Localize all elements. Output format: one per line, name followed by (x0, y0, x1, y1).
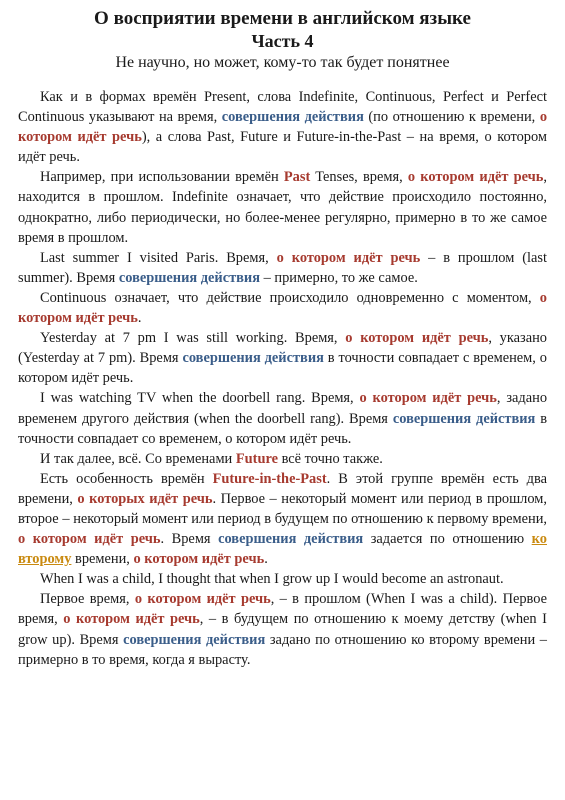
text-run: Как и в формах времён Present, слова Indefinite, Continuous, Perfect и Perfect Continuous указывают на время, (18, 89, 547, 126)
text-run: Yesterday at 7 pm I was still working. Время, (40, 330, 346, 347)
paragraph (18, 449, 547, 469)
document-body (18, 87, 547, 670)
text-run: When I was a child, I thought that when I grow up I would become an astronaut. (40, 571, 504, 588)
text-run: Last summer I visited Paris. Время, (40, 249, 277, 266)
paragraph (18, 469, 547, 569)
text-run: , – в прошлом (When I was a child). Первое время, (18, 591, 548, 628)
text-run: И так далее, всё. Со временами (40, 450, 236, 467)
text-run: задано по отношению ко второму времени – примерно в то время, когда я вырасту. (18, 631, 547, 668)
text-run: I was watching TV when the doorbell rang. Время, (40, 390, 360, 407)
text-run: Continuous означает, что действие происходило одновременно с моментом, (40, 289, 540, 306)
text-run: , указано (Yesterday at 7 pm). Время (18, 330, 547, 367)
highlighted-term: ко второму (18, 531, 547, 568)
paragraph (18, 288, 547, 328)
highlighted-term: о котором идёт речь (18, 531, 161, 548)
document-tagline: Не научно, но может, кому-то так будет понятнее (115, 54, 450, 71)
text-run: в точности совпадает с временем, о котором идёт речь. (18, 350, 547, 387)
paragraph (18, 167, 547, 247)
paragraph (18, 87, 547, 167)
highlighted-term: совершения действия (392, 410, 536, 427)
highlighted-term: о котором идёт речь (63, 611, 200, 628)
text-run: . (137, 310, 142, 327)
highlighted-term: о которых идёт речь (77, 490, 213, 507)
highlighted-term: о котором идёт речь (134, 591, 271, 608)
text-run: ), а слова Past, Future и Future-in-the-Past – на время, о котором идёт речь. (18, 129, 547, 166)
document-title: О восприятии времени в английском языке (94, 8, 471, 29)
highlighted-term: совершения действия (221, 109, 364, 126)
paragraph (18, 589, 547, 669)
text-run: – в прошлом (last summer). Время (18, 249, 547, 286)
text-run: , задано временем другого действия (when the doorbell rang). Время (18, 390, 548, 427)
highlighted-term: совершения действия (118, 269, 261, 286)
highlighted-term: о котором идёт речь (133, 551, 265, 568)
text-run: . Время (160, 531, 219, 548)
highlighted-term: о котором идёт речь (276, 249, 421, 266)
highlighted-term: совершения действия (123, 631, 266, 648)
document-part-label: Часть 4 (251, 31, 314, 51)
text-run: всё точно также. (277, 450, 383, 467)
text-run: Tenses, время, (310, 169, 408, 186)
highlighted-term: совершения действия (182, 350, 324, 367)
text-run: в точности совпадает со временем, о котором идёт речь. (18, 410, 548, 447)
text-run: . (264, 551, 268, 568)
text-run: Есть особенность времён (40, 470, 213, 487)
paragraph (18, 248, 547, 288)
paragraph (18, 388, 547, 448)
text-run: , – в будущем по отношению к моему детству (when I grow up). Время (18, 611, 547, 648)
paragraph (18, 569, 547, 589)
highlighted-term: Future-in-the-Past (212, 470, 327, 487)
highlighted-term: совершения действия (218, 531, 364, 548)
text-run: Например, при использовании времён (40, 169, 284, 186)
text-run: , находится в прошлом. Indefinite означает, что действие происходило постоянно, однократно, либо периодически, но более-менее регулярно, примерно в то же самое время в прошлом. (18, 169, 547, 246)
highlighted-term: Future (235, 450, 278, 467)
highlighted-term: о котором идёт речь (18, 109, 548, 146)
highlighted-term: Past (283, 169, 311, 186)
text-run: (по отношению к времени, (363, 109, 540, 126)
text-run: времени, (71, 551, 134, 568)
text-run: . Первое – некоторый момент или период в прошлом, второе – некоторый момент или период в будущем по отношению к первому времени, (18, 490, 547, 527)
text-run: – примерно, то же самое. (260, 269, 418, 286)
highlighted-term: о котором идёт речь (345, 330, 489, 347)
highlighted-term: о котором идёт речь (407, 169, 544, 186)
text-run: Первое время, (40, 591, 135, 608)
text-run: . В этой группе времён есть два времени, (18, 470, 547, 507)
text-run: задается по отношению (363, 531, 532, 548)
highlighted-term: о котором идёт речь (18, 289, 547, 327)
paragraph (18, 328, 547, 388)
highlighted-term: о котором идёт речь (359, 390, 497, 407)
